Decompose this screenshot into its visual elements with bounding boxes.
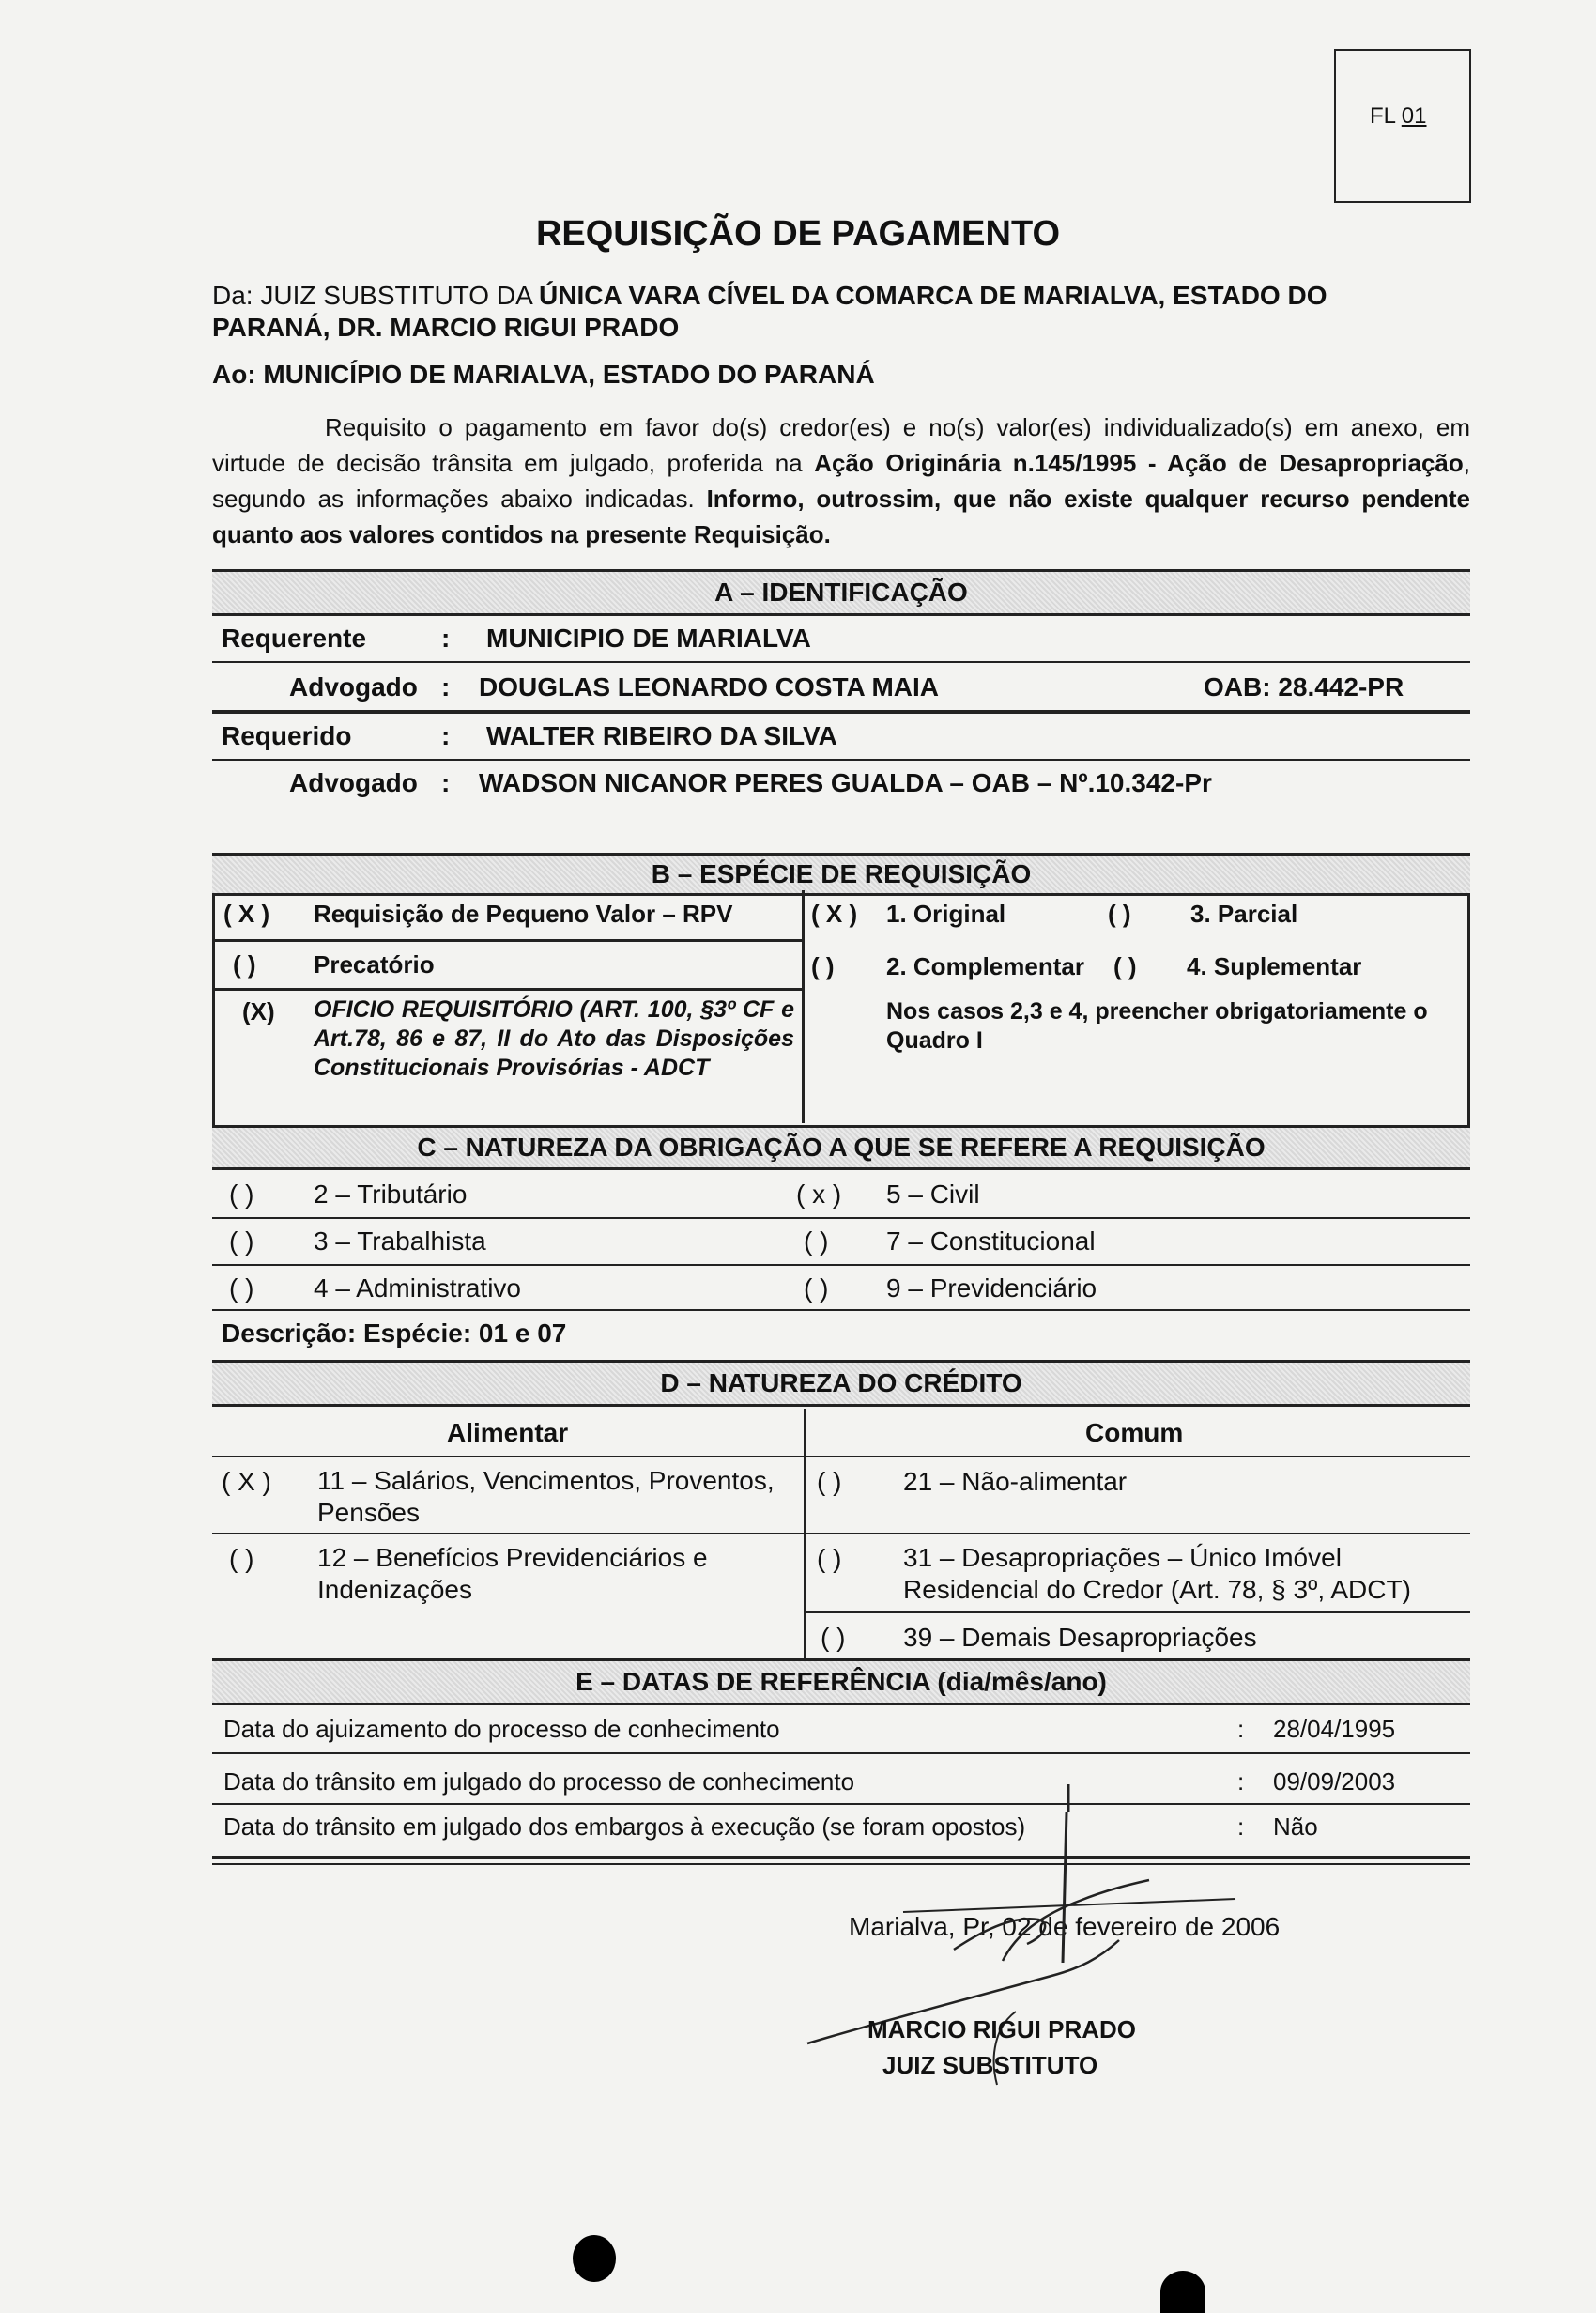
- section-d-header: [212, 1360, 1470, 1407]
- oficio-checkbox[interactable]: (X): [242, 997, 275, 1025]
- col-alimentar-header: Alimentar: [447, 1418, 569, 1447]
- divider: [212, 710, 1470, 714]
- page-title: REQUISIÇÃO DE PAGAMENTO: [535, 214, 1061, 254]
- section-a-header: [212, 569, 1470, 616]
- section-a-title: A – IDENTIFICAÇÃO: [714, 578, 968, 607]
- parcial-checkbox[interactable]: ( ): [1108, 900, 1131, 928]
- divider: [212, 759, 1470, 761]
- credito-31-label: 31 – Desapropriações – Único Imóvel Residencial do Credor (Art. 78, § 3º, ADCT): [903, 1543, 1411, 1604]
- natureza-label-3: 3 – Trabalhista: [314, 1226, 486, 1256]
- requerente-value: MUNICIPIO DE MARIALVA: [486, 624, 811, 653]
- advogado2-label: Advogado: [289, 768, 418, 797]
- section-d-title: D – NATUREZA DO CRÉDITO: [660, 1368, 1022, 1397]
- natureza-label-5: 5 – Civil: [886, 1180, 980, 1209]
- complementar-checkbox[interactable]: ( ): [811, 952, 835, 980]
- descricao-text: Descrição: Espécie: 01 e 07: [222, 1318, 567, 1348]
- original-checkbox[interactable]: ( X ): [811, 900, 858, 928]
- natureza-label-7: 7 – Constitucional: [886, 1226, 1096, 1256]
- colon: :: [441, 721, 451, 750]
- date-row-label: Data do trânsito em julgado dos embargos à execução (se foram opostos): [223, 1812, 1026, 1841]
- section-b-divider: [802, 890, 805, 1123]
- section-c-header: [212, 1125, 1470, 1170]
- date-row-label: Data do ajuizamento do processo de conhecimento: [223, 1715, 780, 1743]
- date-row-value: 28/04/1995: [1273, 1715, 1396, 1743]
- colon: :: [1237, 1767, 1245, 1796]
- section-e-title: E – DATAS DE REFERÊNCIA (dia/mês/ano): [575, 1667, 1107, 1696]
- credito-12-checkbox[interactable]: ( ): [229, 1544, 254, 1573]
- suplementar-checkbox[interactable]: ( ): [1113, 952, 1137, 980]
- rpv-label: Requisição de Pequeno Valor – RPV: [314, 900, 733, 928]
- divider: [212, 1217, 1470, 1219]
- colon: :: [1237, 1812, 1245, 1841]
- signer-role: JUIZ SUBSTITUTO: [882, 2051, 1098, 2079]
- folio-number: 01: [1401, 103, 1427, 129]
- folio-label: [1370, 103, 1427, 130]
- natureza-label-2: 2 – Tributário: [314, 1180, 468, 1209]
- date-row-value: 09/09/2003: [1273, 1767, 1396, 1796]
- folio-box: [1334, 49, 1471, 203]
- folio-prefix: FL: [1370, 103, 1396, 129]
- natureza-checkbox-9[interactable]: ( ): [804, 1273, 829, 1303]
- requerido-value: WALTER RIBEIRO DA SILVA: [486, 721, 837, 750]
- divider: [212, 661, 1470, 663]
- section-e-header: [212, 1658, 1470, 1705]
- colon: :: [441, 624, 451, 653]
- natureza-label-4: 4 – Administrativo: [314, 1273, 521, 1303]
- suplementar-label: 4. Suplementar: [1187, 952, 1362, 980]
- colon: :: [441, 672, 451, 702]
- punch-hole: [1160, 2271, 1205, 2313]
- oficio-label: OFICIO REQUISITÓRIO (ART. 100, §3º CF e Art.78, 86 e 87, II do Ato das Disposições Constitucionais Provisórias - ADCT: [314, 996, 794, 1081]
- credito-31-checkbox[interactable]: ( ): [817, 1544, 842, 1573]
- divider: [212, 1456, 1470, 1457]
- natureza-label-9: 9 – Previdenciário: [886, 1273, 1097, 1303]
- oab1-value: OAB: 28.442-PR: [1204, 672, 1404, 702]
- precatorio-label: Precatório: [314, 950, 435, 979]
- advogado2-value: WADSON NICANOR PERES GUALDA – OAB – Nº.10.342-Pr: [479, 768, 1212, 797]
- divider: [804, 1611, 1470, 1613]
- section-b-header: [212, 853, 1470, 896]
- divider: [212, 1309, 1470, 1311]
- from-line: [212, 280, 1470, 344]
- credito-21-checkbox[interactable]: ( ): [817, 1467, 842, 1496]
- intro-bold2: Informo, outrossim, que não existe qualquer recurso pendente quanto aos valores contidos na presente Requisição.: [212, 485, 1470, 548]
- from-line2a: PARANÁ, DR.: [212, 313, 383, 342]
- credito-21-label: 21 – Não-alimentar: [903, 1467, 1128, 1496]
- divider: [212, 1264, 1470, 1266]
- section-b-title: B – ESPÉCIE DE REQUISIÇÃO: [651, 859, 1032, 888]
- divider: [212, 939, 802, 942]
- natureza-checkbox-5[interactable]: ( x ): [796, 1180, 842, 1209]
- colon: :: [441, 768, 451, 797]
- natureza-checkbox-4[interactable]: ( ): [229, 1273, 254, 1303]
- advogado1-value: DOUGLAS LEONARDO COSTA MAIA: [479, 672, 939, 702]
- credito-12-label: 12 – Benefícios Previdenciários e Indenizações: [317, 1543, 708, 1604]
- complementar-label: 2. Complementar: [886, 952, 1084, 980]
- requerente-label: Requerente: [222, 624, 367, 653]
- colon: :: [1237, 1715, 1245, 1743]
- divider: [212, 1533, 1470, 1534]
- credito-11-checkbox[interactable]: ( X ): [222, 1467, 271, 1496]
- rpv-checkbox[interactable]: ( X ): [223, 900, 270, 928]
- credito-39-label: 39 – Demais Desapropriações: [903, 1623, 1257, 1652]
- requerido-label: Requerido: [222, 721, 352, 750]
- natureza-checkbox-3[interactable]: ( ): [229, 1226, 254, 1256]
- intro-part2: , segundo as informações abaixo indicadas.: [212, 449, 1471, 513]
- intro-part1: Requisito o pagamento em favor do(s) credor(es) e no(s) valor(es) individualizado(s) em anexo, em virtude de decisão trânsita em julgado, proferida na: [212, 413, 1470, 477]
- precatorio-checkbox[interactable]: ( ): [233, 950, 256, 979]
- natureza-checkbox-2[interactable]: ( ): [229, 1180, 254, 1209]
- from-text2: ÚNICA VARA CÍVEL DA COMARCA DE MARIALVA, ESTADO DO: [539, 281, 1327, 310]
- section-c-title: C – NATUREZA DA OBRIGAÇÃO A QUE SE REFERE A REQUISIÇÃO: [417, 1133, 1266, 1162]
- from-prefix: Da:: [212, 281, 253, 310]
- divider: [212, 988, 802, 991]
- intro-paragraph: [212, 409, 1470, 552]
- advogado1-label: Advogado: [289, 672, 418, 702]
- punch-hole: [573, 2235, 616, 2282]
- section-b-note: Nos casos 2,3 e 4, preencher obrigatoriamente o Quadro I: [886, 998, 1428, 1054]
- col-comum-header: Comum: [1085, 1418, 1184, 1447]
- divider: [212, 1752, 1470, 1754]
- credito-39-checkbox[interactable]: ( ): [821, 1623, 846, 1652]
- place-date: Marialva, Pr, 02 de fevereiro de 2006: [849, 1912, 1281, 1941]
- from-line2b: MARCIO RIGUI PRADO: [390, 313, 680, 342]
- natureza-checkbox-7[interactable]: ( ): [804, 1226, 829, 1256]
- credito-11-label: 11 – Salários, Vencimentos, Proventos, Pensões: [317, 1466, 775, 1527]
- original-label: 1. Original: [886, 900, 1006, 928]
- signer-name: MARCIO RIGUI PRADO: [867, 2015, 1136, 2043]
- parcial-label: 3. Parcial: [1190, 900, 1298, 928]
- to-line: Ao: MUNICÍPIO DE MARIALVA, ESTADO DO PARANÁ: [212, 360, 875, 389]
- date-row-label: Data do trânsito em julgado do processo de conhecimento: [223, 1767, 855, 1796]
- from-text1: JUIZ SUBSTITUTO DA: [260, 281, 532, 310]
- intro-bold1: Ação Originária n.145/1995 - Ação de Desapropriação: [814, 449, 1464, 477]
- date-row-value: Não: [1273, 1812, 1318, 1841]
